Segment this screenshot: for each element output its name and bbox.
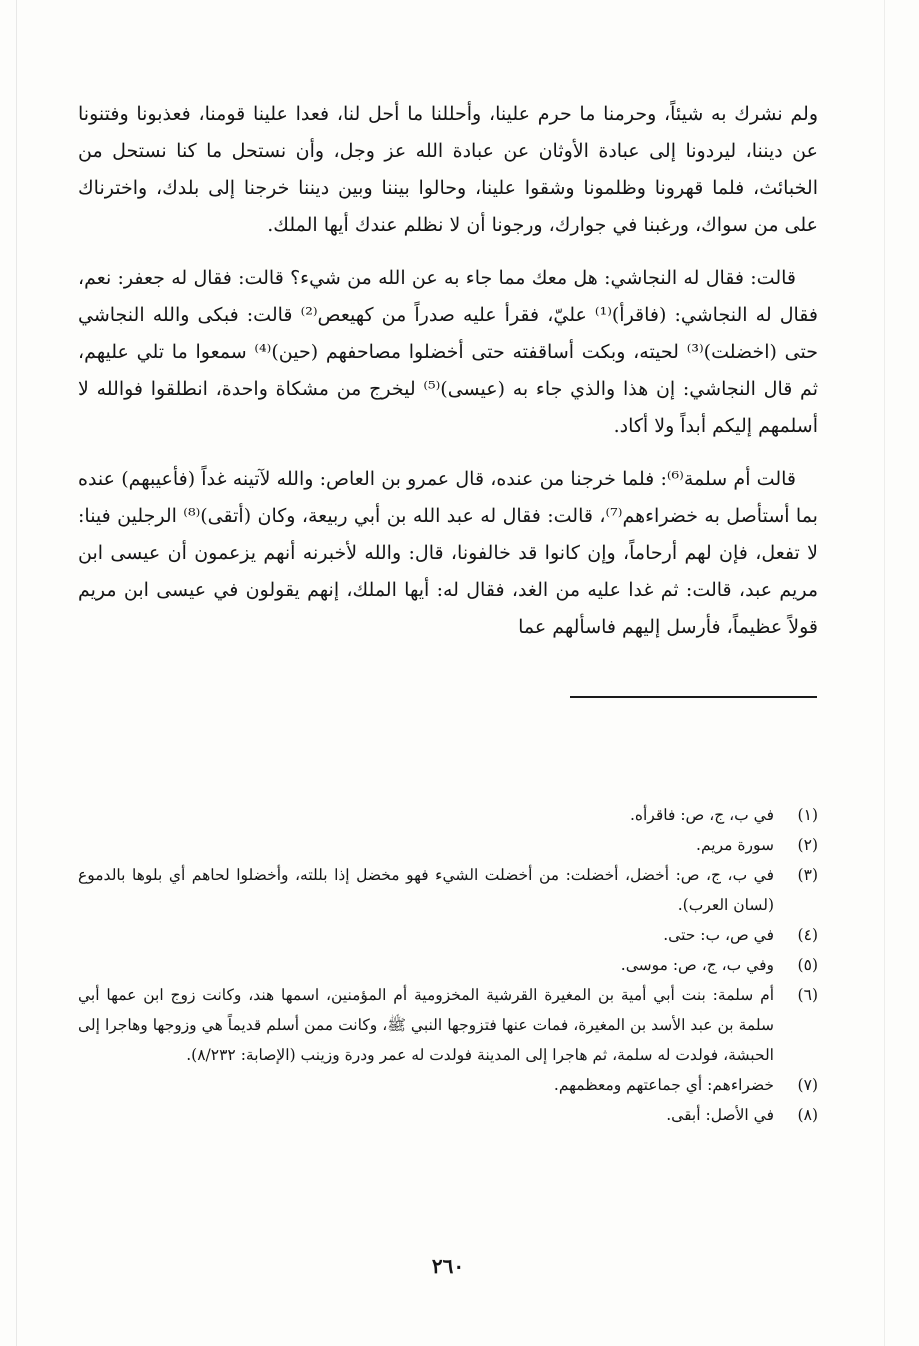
- footnote-text: في الأصل: أبقى.: [666, 1106, 774, 1124]
- footnote-text: خضراءهم: أي جماعتهم ومعظمهم.: [553, 1076, 774, 1094]
- footnote-text: في ص، ب: حتى.: [663, 926, 774, 944]
- footnote: [78, 860, 818, 920]
- footnote-number: (٦): [797, 986, 818, 1004]
- paragraph-1: ولم نشرك به شيئاً، وحرمنا ما حرم علينا، وأحللنا ما أحل لنا، فعدا علينا قومنا، فعذبونا وفتنونا عن ديننا، ليردونا إلى عبادة الأوثان عن عبادة الله عز وجل، وأن نستحل ما كنا نستحل من الخبائث، فلما قهرونا وظلمونا وشقوا علينا، وحالوا بيننا وبين ديننا خرجنا إلى بلدك، واخترناك على من سواك، ورغبنا في جوارك، ورجونا أن لا نظلم عندك أيها الملك.: [78, 103, 818, 236]
- paragraph-3: قالت أم سلمة⁽⁶⁾: فلما خرجنا من عنده، قال عمرو بن العاص: والله لآتينه غداً (فأعيبهم) عنده بما أستأصل به خضراءهم⁽⁷⁾، قالت: فقال له عبد الله بن أبي ربيعة، وكان (أتقى)⁽⁸⁾ الرجلين فينا: لا تفعل، فإن لهم أرحاماً، وإن كانوا قد خالفونا، قال: والله لأخبرنه أنهم يزعمون أن عيسى ابن مريم عبد، قالت: ثم غدا عليه من الغد، فقال له: أيها الملك، إنهم يقولون في عيسى ابن مريم قولاً عظيماً، فأرسل إليهم فاسألهم عما: [78, 468, 818, 638]
- paragraph-2: قالت: فقال له النجاشي: هل معك مما جاء به عن الله من شيء؟ قالت: فقال له جعفر: نعم، فقال له النجاشي: (فاقرأ)⁽¹⁾ عليّ، فقرأ عليه صدراً من كهيعص⁽²⁾ قالت: فبكى والله النجاشي حتى (اخضلت)⁽³⁾ لحيته، وبكت أساقفته حتى أخضلوا مصاحفهم (حين)⁽⁴⁾ سمعوا ما تلي عليهم، ثم قال النجاشي: إن هذا والذي جاء به (عيسى)⁽⁵⁾ ليخرج من مشكاة واحدة، انطلقوا فوالله لا أسلمهم إليكم أبداً ولا أكاد.: [78, 267, 818, 437]
- footnote-number: (٢): [797, 836, 818, 854]
- footnote-number: (٨): [797, 1106, 818, 1124]
- page-number: ٢٦٠: [431, 1254, 465, 1278]
- footnote-text: سورة مريم.: [696, 836, 774, 854]
- footnote-text: في ب، ج، ص: فاقرأه.: [629, 806, 774, 824]
- footnote: [78, 980, 818, 1070]
- book-page: [78, 96, 818, 1316]
- footnote-text: في ب، ج، ص: أخضل، أخضلت: من أخضلت الشيء فهو مخضل إذا بللته، وأخضلوا لحاهم أي بلوها بالدموع (لسان العرب).: [78, 866, 774, 914]
- footnote: [78, 950, 818, 980]
- footnote-number: (١): [797, 806, 818, 824]
- scan-edge-line: [884, 0, 885, 1346]
- footnote-text: وفي ب، ج، ص: موسى.: [620, 956, 774, 974]
- footnote-number: (٣): [797, 866, 818, 884]
- footnote: [78, 830, 818, 860]
- footnote-text: أم سلمة: بنت أبي أمية بن المغيرة القرشية المخزومية أم المؤمنين، اسمها هند، وكانت زوج ابن عمها أبي سلمة بن عبد الأسد بن المغيرة، فمات عنها فتزوجها النبي ﷺ، وكانت ممن أسلم قديماً هي وزوجها وهاجرا إلى الحبشة، فولدت له سلمة، ثم هاجرا إلى المدينة فولدت له عمر ودرة وزينب (الإصابة: ٨/٢٣٢).: [78, 986, 774, 1064]
- scan-edge-line: [16, 0, 17, 1346]
- footnote: [78, 1100, 818, 1130]
- footnote: [78, 920, 818, 950]
- footnote: [78, 1070, 818, 1100]
- footnote: [78, 800, 818, 830]
- main-text: [78, 96, 818, 646]
- footnote-number: (٧): [797, 1076, 818, 1094]
- footnote-separator: [570, 696, 817, 698]
- footnote-number: (٤): [797, 926, 818, 944]
- footnotes: [78, 800, 818, 1130]
- footnote-number: (٥): [797, 956, 818, 974]
